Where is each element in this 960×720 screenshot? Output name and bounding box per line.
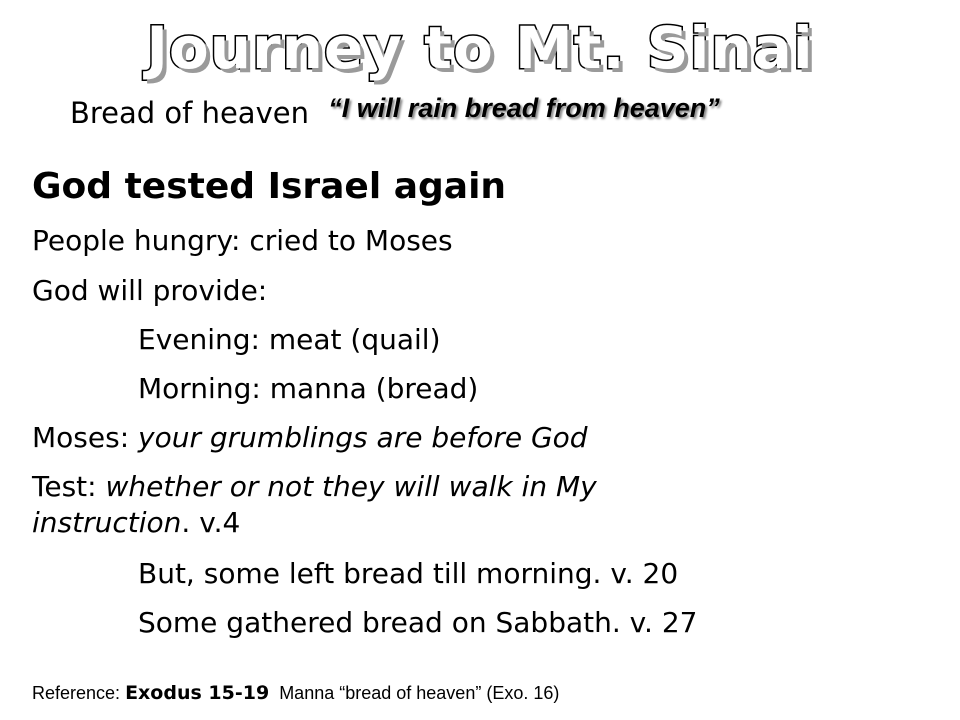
bullet-line-continued [32,506,240,539]
reference-line [32,682,559,704]
bullet-line: God will provide: [32,274,268,307]
slide-title: Journey to Mt. Sinai [146,14,814,82]
reference-book: Exodus 15-19 [125,682,270,704]
bullet-line [32,470,597,503]
line-label: Test: [32,470,106,503]
bullet-line: People hungry: cried to Moses [32,224,453,257]
line-italic: whether or not they will walk in My [105,470,597,503]
line-italic: instruction [32,506,182,539]
subtitle [70,93,720,130]
bullet-line-indented: But, some left bread till morning. v. 20 [138,557,679,590]
bullet-line [32,421,588,454]
reference-note: Manna “bread of heaven” (Exo. 16) [279,683,560,703]
body-heading: God tested Israel again [32,166,507,207]
line-italic: your grumblings are before God [138,421,588,454]
line-rest: . v.4 [181,506,241,539]
subtitle-quote: “I will rain bread from heaven” [328,93,720,123]
bullet-line-indented: Evening: meat (quail) [138,323,441,356]
bullet-line-indented: Morning: manna (bread) [138,372,479,405]
bullet-line-indented: Some gathered bread on Sabbath. v. 27 [138,606,698,639]
line-label: Moses: [32,421,139,454]
subtitle-text: Bread of heaven [70,96,309,130]
reference-label: Reference: [32,683,126,703]
